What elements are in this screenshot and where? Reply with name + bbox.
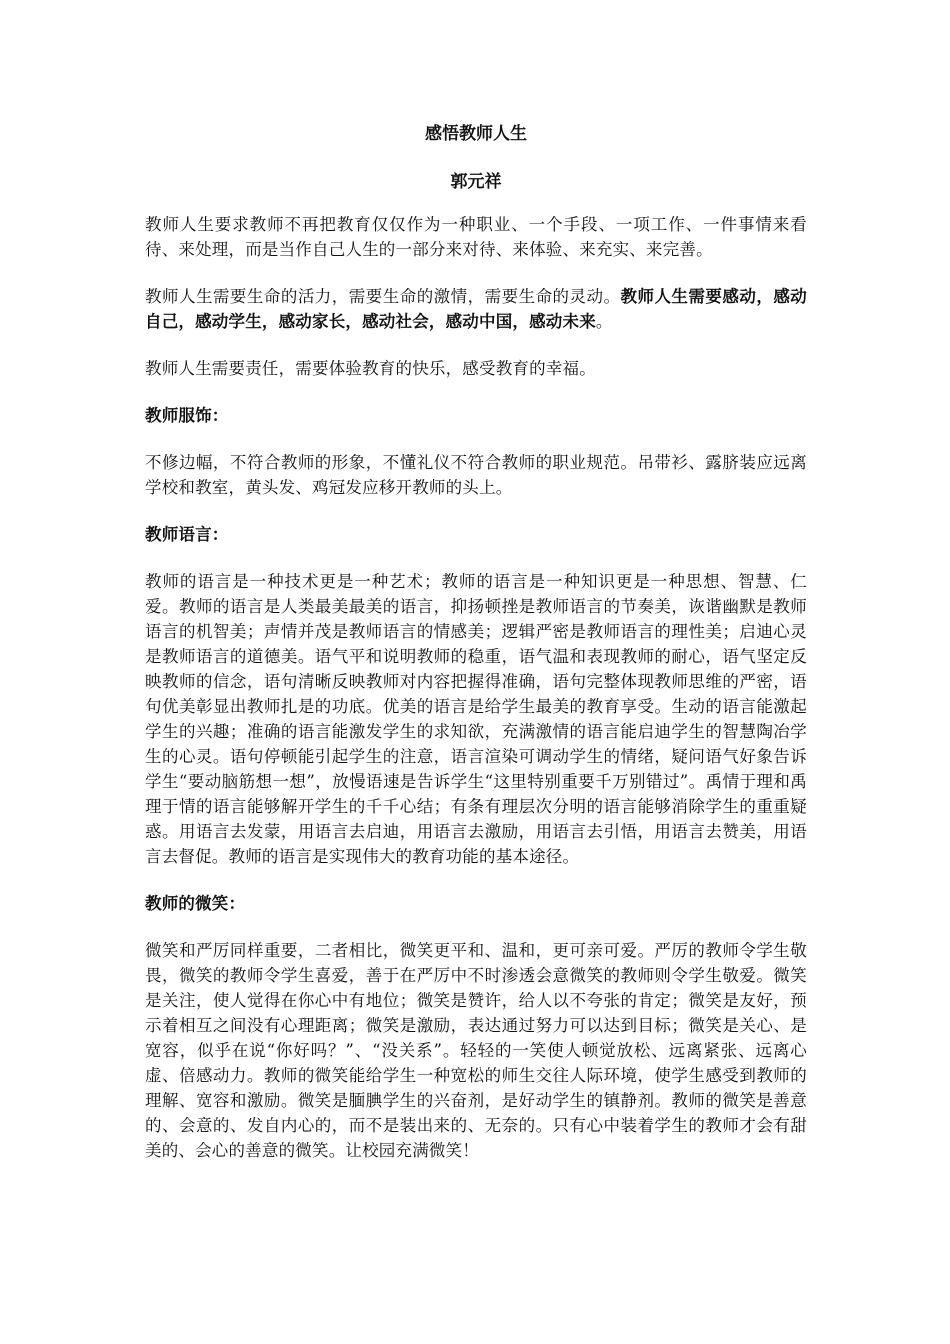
language-heading: 教师语言： <box>145 525 229 544</box>
smile-heading: 教师的微笑： <box>145 894 246 913</box>
dress-heading: 教师服饰： <box>145 406 229 425</box>
smile-paragraph: 微笑和严厉同样重要，二者相比，微笑更平和、温和，更可亲可爱。严厉的教师令学生敬畏，微笑的教师令学生喜爱，善于在严厉中不时渗透会意微笑的教师则令学生敬爱。微笑是关注，使人觉得在你心中有地位；微笑是赞许，给人以不夸张的肯定；微笑是友好，预示着相互之间没有心理距离；微笑是激励，表达通过努力可以达到目标；微笑是关心、是宽容，似乎在说“你好吗？”、“没关系”。轻轻的一笑使人顿觉放松、远离紧张、远离心虚、倍感动力。教师的微笑能给学生一种宽松的师生交往人际环境，使学生感受到教师的理解、宽容和激励。微笑是腼腆学生的兴奋剂，是好动学生的镇静剂。教师的微笑是善意的、会意的、发自内心的，而不是装出来的、无奈的。只有心中装着学生的教师才会有甜美的、会心的善意的微笑。让校园充满微笑！ <box>145 941 807 1160</box>
document-author: 郭元祥 <box>450 172 502 192</box>
document-title: 感悟教师人生 <box>425 124 527 144</box>
intro-paragraph: 教师人生要求教师不再把教育仅仅作为一种职业、一个手段、一项工作、一件事情来看待、来处理，而是当作自己人生的一部分来对待、来体验、来充实、来完善。 <box>145 215 807 259</box>
vitality-bold-text: 教师人生需要感动，感动自己，感动学生，感动家长，感动社会，感动中国，感动未来 <box>145 287 807 331</box>
dress-paragraph: 不修边幅，不符合教师的形象，不懂礼仪不符合教师的职业规范。吊带衫、露脐装应远离学校和教室，黄头发、鸡冠发应移开教师的头上。 <box>145 453 807 497</box>
responsibility-paragraph: 教师人生需要责任，需要体验教育的快乐，感受教育的幸福。 <box>145 359 596 378</box>
vitality-plain-text: 教师人生需要生命的活力，需要生命的激情，需要生命的灵动。 <box>145 287 621 306</box>
vitality-paragraph <box>145 284 807 334</box>
document-body <box>145 122 807 1163</box>
vitality-end-text: 。 <box>595 312 613 331</box>
language-paragraph: 教师的语言是一种技术更是一种艺术；教师的语言是一种知识更是一种思想、智慧、仁爱。教师的语言是人类最美最美的语言，抑扬顿挫是教师语言的节奏美，诙谐幽默是教师语言的机智美；声情并茂是教师语言的情感美；逻辑严密是教师语言的理性美；启迪心灵是教师语言的道德美。语气平和说明教师的稳重，语气温和表现教师的耐心，语气坚定反映教师的信念，语句清晰反映教师对内容把握得准确，语句完整体现教师思维的严密，语句优美彰显出教师扎是的功底。优美的语言是给学生最美的教育享受。生动的语言能激起学生的兴趣；准确的语言能激发学生的求知欲，充满激情的语言能启迪学生的智慧陶冶学生的心灵。语句停顿能引起学生的注意，语言渲染可调动学生的情绪，疑问语气好象告诉学生“要动脑筋想一想”，放慢语速是告诉学生“这里特别重要千万别错过”。禹情于理和禹理于情的语言能够解开学生的千千心结；有条有理层次分明的语言能够消除学生的重重疑惑。用语言去发蒙，用语言去启迪，用语言去激励，用语言去引悟，用语言去赞美，用语言去督促。教师的语言是实现伟大的教育功能的基本途径。 <box>145 572 807 866</box>
